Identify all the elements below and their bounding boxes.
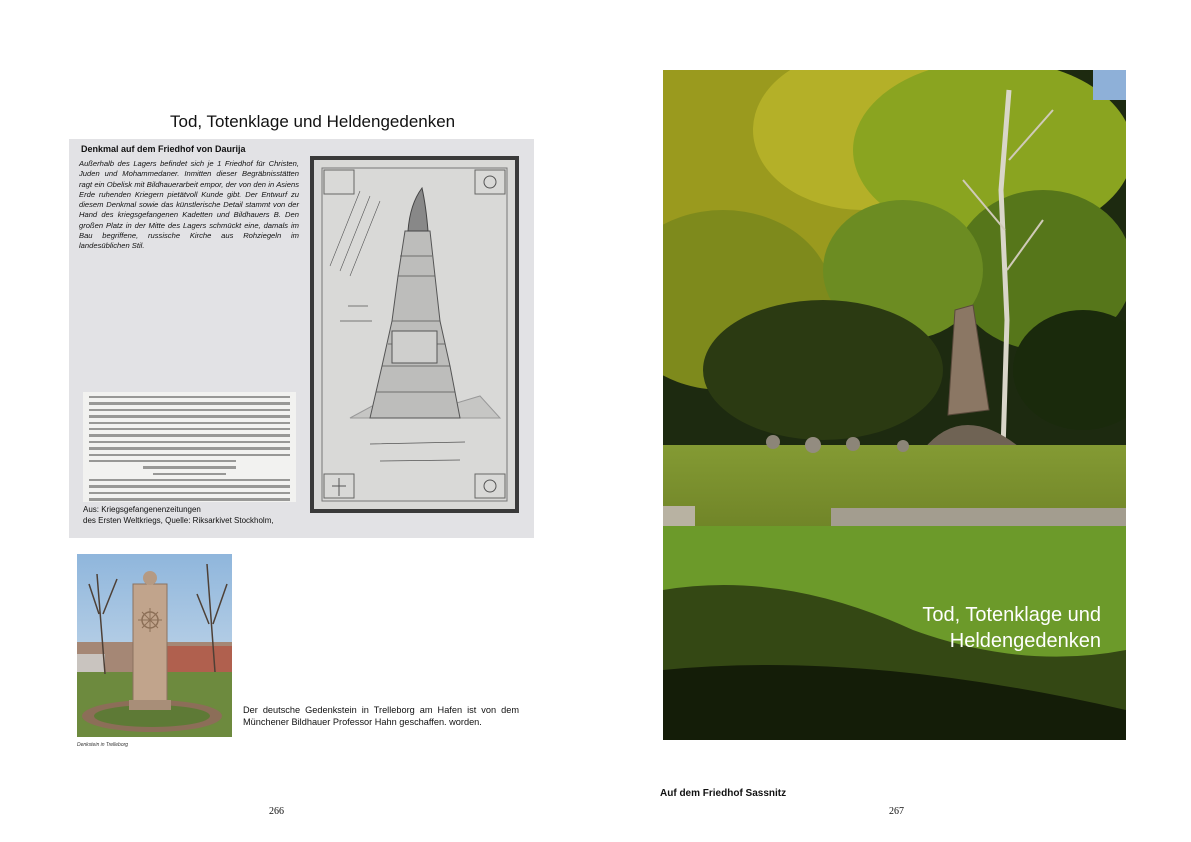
- overlay-title: [922, 602, 1101, 654]
- monument-sketch: [310, 156, 519, 513]
- photo-caption: Auf dem Friedhof Sassnitz: [660, 788, 787, 799]
- box-intro-text: Außerhalb des Lagers befindet sich je 1 Friedhof für Christen, Juden und Mohammedaner. Inmitten dieser Begräbnisstätten ragt ein Obelisk mit Bildhauerarbeit empor, der von den in Asiens Erde ruhenden Kriegern pietätvoll Kunde gibt. Der Entwurf zu diesem Denkmal sowie das künstlerische Detail stammt von der Hand des kriegsgefangenen Kadetten und Bildhauers B. Den großen Platz in der Mitte des Lagers schmückt eine, damals im Bau begriffene, russische Kirche aus Rohziegeln im landesüblichen Stil.: [79, 159, 299, 251]
- source-line-1: Aus: Kriegsgefangenenzeitungen: [83, 505, 201, 514]
- page-title: Tod, Totenklage und Heldengedenken: [170, 112, 456, 131]
- memorial-description: Der deutsche Gedenkstein in Trelleborg am Hafen ist von dem Münchener Bildhauer Professor Hahn geschaffen. worden.: [243, 705, 519, 727]
- source-note: [83, 504, 274, 526]
- overlay-title-line-2: Heldengedenken: [949, 630, 1101, 652]
- overlay-title-line-1: Tod, Totenklage und: [922, 604, 1101, 626]
- trelleborg-memorial-photo: [77, 554, 232, 737]
- newspaper-clipping: [83, 392, 296, 502]
- source-line-2: des Ersten Weltkriegs, Quelle: Riksarkivet Stockholm,: [83, 516, 274, 525]
- small-photo-caption: Denkstein in Trelleborg: [77, 742, 129, 748]
- page-number-left: 266: [269, 806, 284, 817]
- page-number-right: 267: [889, 806, 904, 817]
- box-heading: Denkmal auf dem Friedhof von Daurija: [81, 144, 246, 154]
